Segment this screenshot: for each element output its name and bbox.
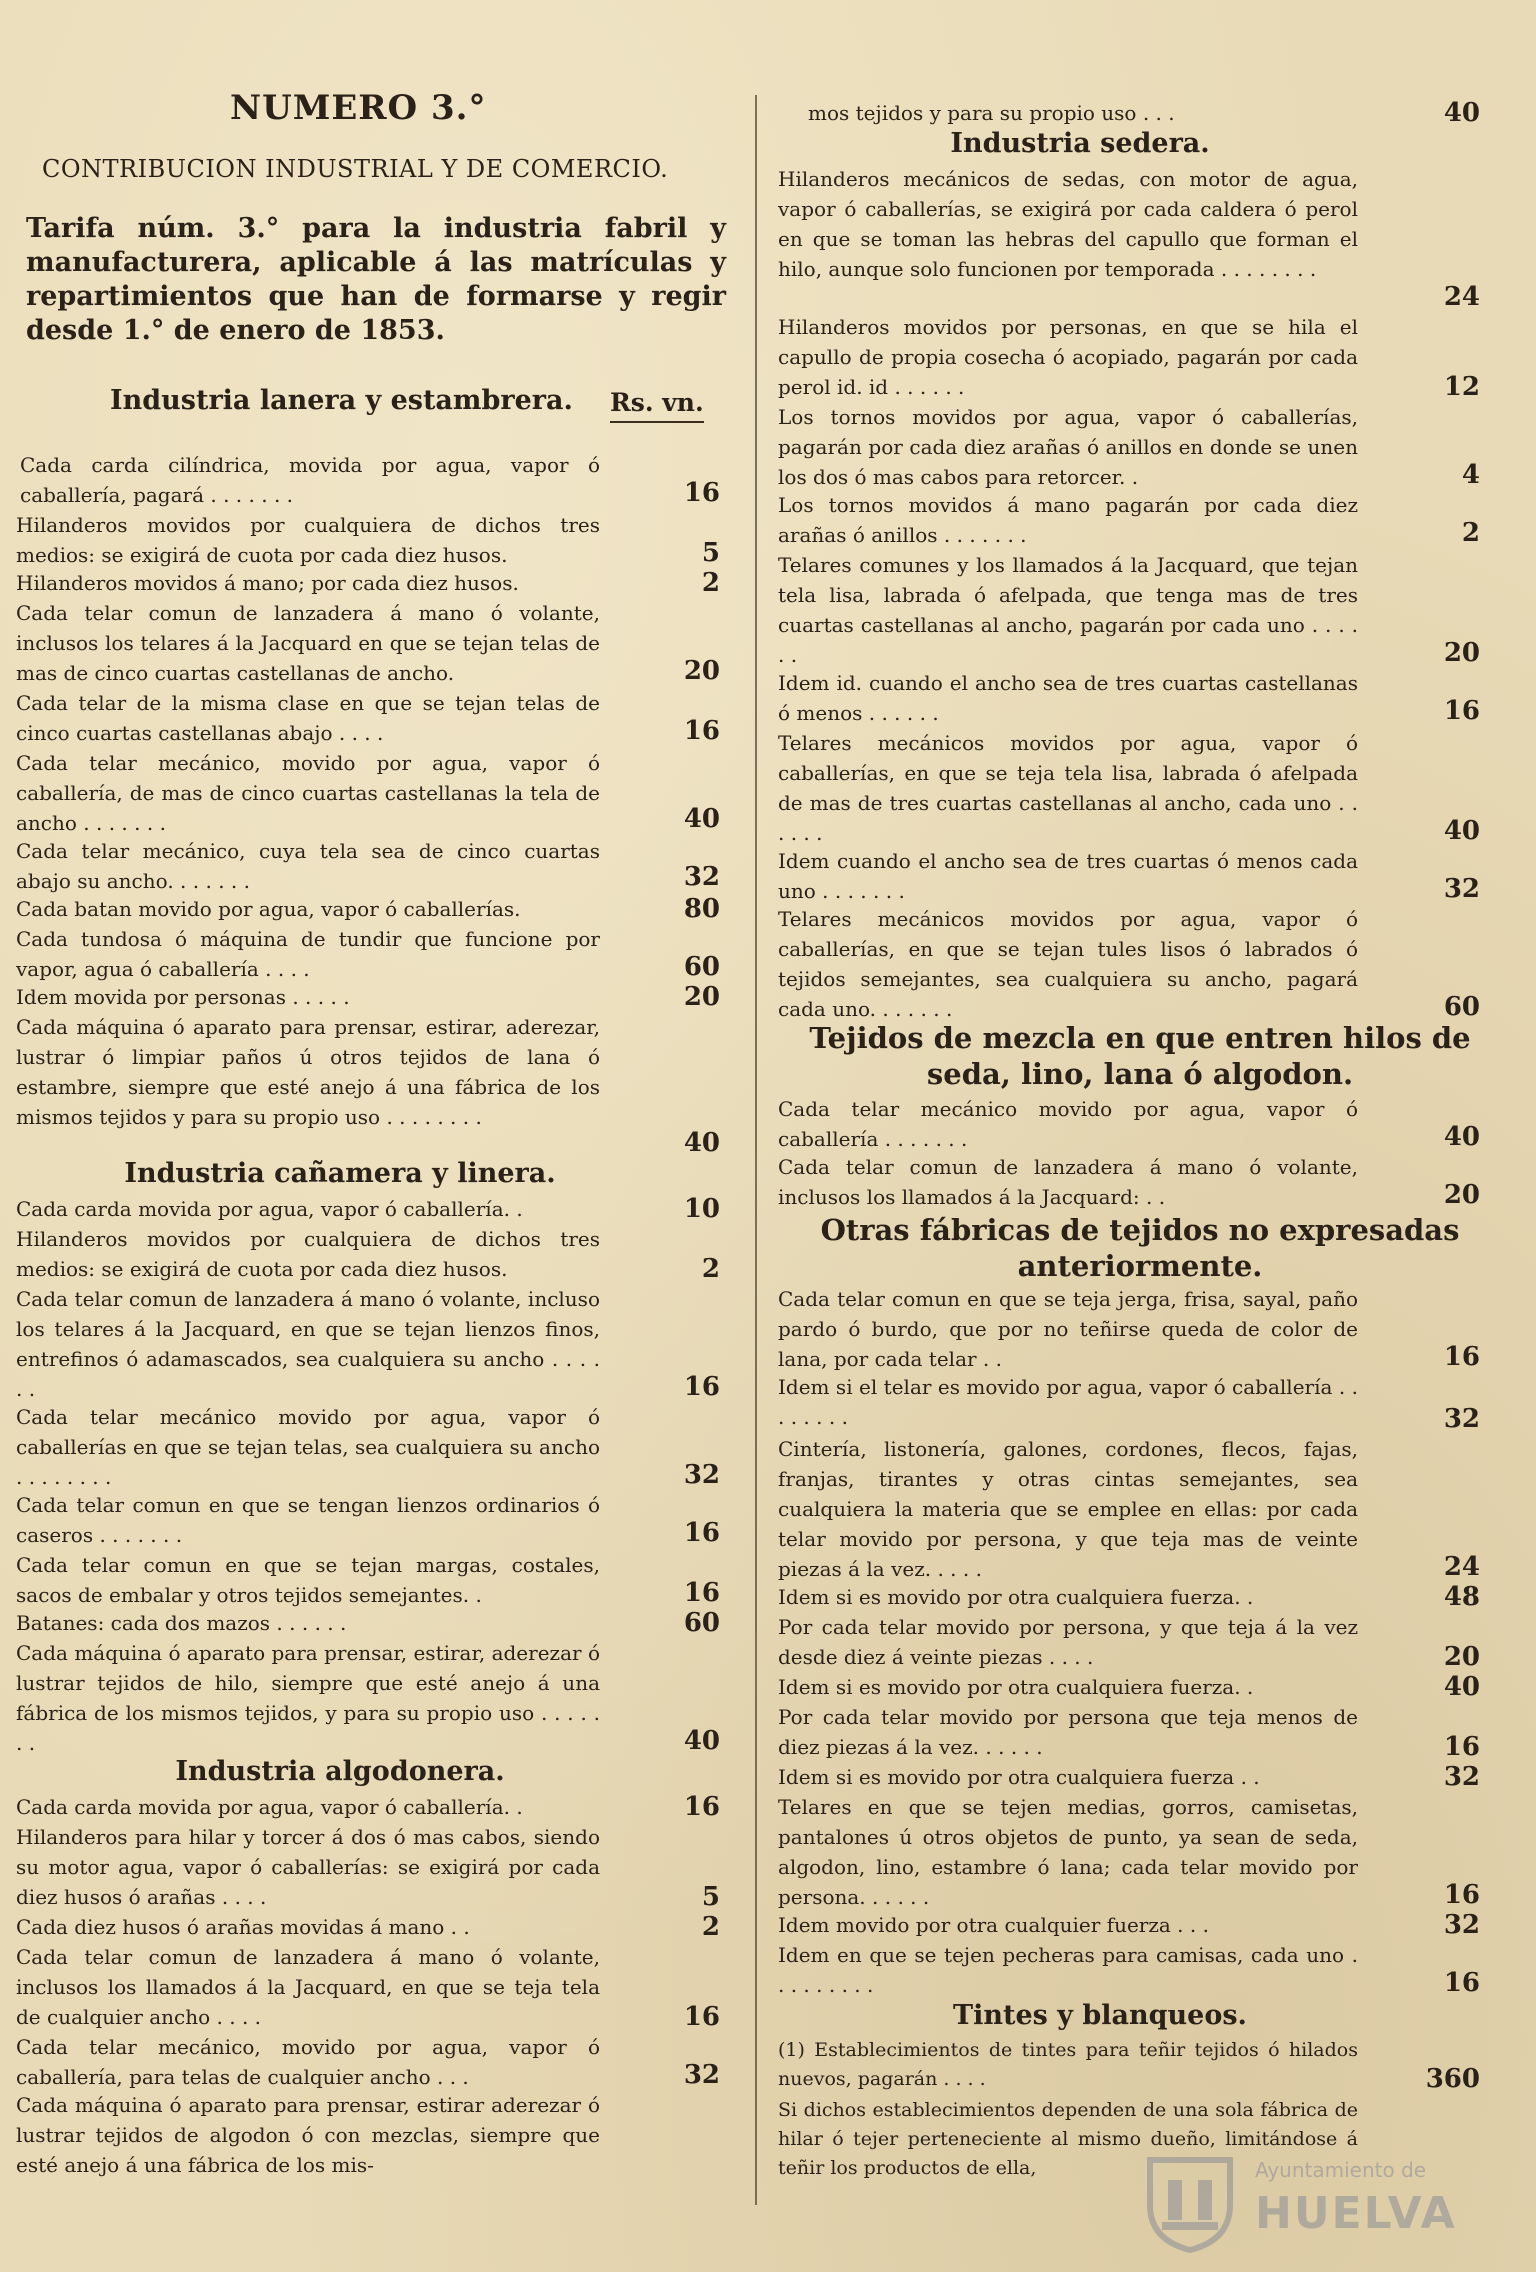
entry-amount: 10 [683,1194,720,1224]
entry-text: Telares comunes y los llamados á la Jacquard, que tejan tela lisa, labrada ó afelpada, que tenga mas de tres cuartas castellanas al ancho, pagarán por cada uno . . . . . . [778,553,1358,667]
entry-amount: 2 [701,568,720,598]
entry-text: Cada máquina ó aparato para prensar, estirar, aderezar, lustrar ó limpiar paños ú otros tejidos de lana ó estambre, siempre que esté anejo á una fábrica de los mismos tejidos y para su propio uso . . . . . . . . [16,1015,600,1129]
entry-text: Cada carda movida por agua, vapor ó caballería. . [16,1197,523,1221]
entry-text: Cada telar comun de lanzadera á mano ó volante, inclusos los telares á la Jacquard en que se tejan telas de mas de cinco cuartas castellanas de ancho. [16,601,600,685]
section-sedera-title: Industria sedera. [950,128,1210,159]
entry-amount: 32 [1443,1910,1480,1940]
section-tintes-title: Tintes y blanqueos. [953,2000,1247,2031]
entry-text: Cada telar mecánico movido por agua, vapor ó caballería . . . . . . . [778,1097,1358,1151]
entry-text: Idem si es movido por otra cualquiera fuerza. . [778,1585,1254,1609]
entry-amount: 40 [1443,1672,1480,1702]
entry-text: Por cada telar movido por persona, y que teja á la vez desde diez á veinte piezas . . . . [778,1615,1358,1669]
entry-amount: 360 [1425,2064,1480,2094]
entry-amount: 20 [683,982,720,1012]
entry-amount: 60 [683,1608,720,1638]
tarifa-title: Tarifa núm. 3.° para la industria fabril y manufacturera, aplicable á las matrículas y repartimientos que han de formarse y regir desde 1.° de enero de 1853. [26,213,726,346]
currency-header: Rs. vn. [610,388,704,423]
entry-text: Cada carda cilíndrica, movida por agua, vapor ó caballería, pagará . . . . . . . [20,453,600,507]
entry-amount: 60 [683,952,720,982]
entry-text: Idem si es movido por otra cualquiera fuerza . . [778,1765,1260,1789]
entry-amount: 5 [701,1882,720,1912]
entry-text: Cada telar mecánico, movido por agua, vapor ó caballería, para telas de cualquier ancho . . . [16,2035,600,2089]
entry-text: Cada telar de la misma clase en que se tejan telas de cinco cuartas castellanas abajo . . . . [16,691,600,745]
entry-amount: 48 [1443,1582,1480,1612]
entry-text: Telares en que se tejen medias, gorros, camisetas, pantalones ú otros objetos de punto, ya sean de seda, algodon, lino, estambre ó lana; cada telar movido por persona. . . . . . [778,1795,1358,1909]
entry-amount: 60 [1443,992,1480,1022]
entry-amount: 16 [1443,1342,1480,1372]
section-algodonera-title: Industria algodonera. [175,1756,505,1787]
entry-text: Cada diez husos ó arañas movidas á mano . . [16,1915,470,1939]
section-canamera-title: Industria cañamera y linera. [124,1158,556,1189]
entry-text: Los tornos movidos á mano pagarán por cada diez arañas ó anillos . . . . . . . [778,493,1358,547]
entry-text: mos tejidos y para su propio uso . . . [808,101,1175,125]
entry-amount: 32 [683,2060,720,2090]
entry-text: Idem id. cuando el ancho sea de tres cuartas castellanas ó menos . . . . . . [778,671,1358,725]
entry-text: Hilanderos movidos por personas, en que se hila el capullo de propia cosecha ó acopiado, pagarán por cada perol id. id . . . . . . [778,315,1358,399]
entry-text: Hilanderos movidos á mano; por cada diez husos. [16,571,519,595]
entry-amount: 40 [1443,98,1480,128]
entry-text: Idem en que se tejen pecheras para camisas, cada uno . . . . . . . . . [778,1943,1358,1997]
entry-text: Hilanderos mecánicos de sedas, con motor de agua, vapor ó caballerías, se exigirá por cada caldera ó perol en que se toman las hebras del capullo que forman el hilo, aunque solo funcionen por temporada . . . . . . . . [778,167,1358,281]
entry-amount: 2 [701,1254,720,1284]
entry-text: Idem si es movido por otra cualquiera fuerza. . [778,1675,1254,1699]
entry-amount: 16 [683,1518,720,1548]
entry-amount: 80 [683,894,720,924]
entry-amount: 2 [701,1912,720,1942]
entry-amount: 20 [1443,1180,1480,1210]
entry-text: Idem si el telar es movido por agua, vapor ó caballería . . . . . . . . [778,1375,1358,1429]
entry-text: Hilanderos movidos por cualquiera de dichos tres medios: se exigirá de cuota por cada diez husos. [16,513,600,567]
entry-amount: 24 [1443,1552,1480,1582]
entry-amount: 16 [683,1578,720,1608]
entry-amount: 40 [683,1726,720,1756]
entry-amount: 32 [1443,1404,1480,1434]
entry-amount: 40 [683,804,720,834]
footnote-text: (1) Establecimientos de tintes para teñir tejidos ó hilados nuevos, pagarán . . . . [778,2039,1358,2090]
entry-text: Cada máquina ó aparato para prensar, estirar aderezar ó lustrar tejidos de algodon ó con mezclas, siempre que esté anejo á una fábrica de los mis- [16,2093,600,2177]
entry-text: Cada carda movida por agua, vapor ó caballería. . [16,1795,523,1819]
entry-amount: 12 [1443,372,1480,402]
entry-text: Idem movida por personas . . . . . [16,985,350,1009]
entry-amount: 16 [1443,1732,1480,1762]
entry-text: Telares mecánicos movidos por agua, vapor ó caballerías, en que se tejan tules lisos ó labrados ó tejidos semejantes, sea cualquiera su ancho, pagará cada uno. . . . . . . [778,907,1358,1021]
entry-amount: 32 [1443,874,1480,904]
footnote-text: Si dichos establecimientos dependen de una sola fábrica de hilar ó tejer perteneciente al mismo dueño, limitándose á teñir los productos de ella, [778,2099,1358,2179]
entry-text: Cada telar mecánico movido por agua, vapor ó caballerías en que se tejan telas, sea cualquiera su ancho . . . . . . . . [16,1405,600,1489]
entry-text: Cintería, listonería, galones, cordones, flecos, fajas, franjas, tirantes y otras cintas semejantes, sea cualquiera la materia que se emplee en ellas: por cada telar movido por persona, y que teja mas de veinte piezas á la vez. . . . . [778,1437,1358,1581]
entry-amount: 32 [1443,1762,1480,1792]
entry-amount: 24 [1443,282,1480,312]
entry-amount: 16 [683,1372,720,1402]
section-otras-title: Otras fábricas de tejidos no expresadas anteriormente. [820,1213,1460,1283]
entry-text: Cada telar comun de lanzadera á mano ó volante, incluso los telares á la Jacquard, en que se tejan lienzos finos, entrefinos ó adamascados, sea cualquiera su ancho . . . . . . [16,1287,600,1401]
entry-text: Hilanderos movidos por cualquiera de dichos tres medios: se exigirá de cuota por cada diez husos. [16,1227,600,1281]
entry-text: Cada telar mecánico, cuya tela sea de cinco cuartas abajo su ancho. . . . . . . [16,839,600,893]
entry-text: Por cada telar movido por persona que teja menos de diez piezas á la vez. . . . . . [778,1705,1358,1759]
entry-amount: 20 [1443,638,1480,668]
entry-amount: 16 [683,2002,720,2032]
entry-amount: 2 [1461,518,1480,548]
entry-text: Cada tundosa ó máquina de tundir que funcione por vapor, agua ó caballería . . . . [16,927,600,981]
entry-text: Cada telar comun de lanzadera á mano ó volante, inclusos los llamados á la Jacquard: . . [778,1155,1358,1209]
entry-text: Cada telar comun de lanzadera á mano ó volante, inclusos los llamados á la Jacquard, en que se teja tela de cualquier ancho . . . . [16,1945,600,2029]
entry-text: Cada telar mecánico, movido por agua, vapor ó caballería, de mas de cinco cuartas castellanas la tela de ancho . . . . . . . [16,751,600,835]
shield-icon [1140,2150,1240,2255]
entry-amount: 32 [683,862,720,892]
section-mezcla-title: Tejidos de mezcla en que entren hilos de seda, lino, lana ó algodon. [809,1021,1471,1091]
entry-text: Idem cuando el ancho sea de tres cuartas ó menos cada uno . . . . . . . [778,849,1358,903]
watermark-line1: Ayuntamiento de [1255,2158,1427,2182]
entry-text: Cada telar comun en que se teja jerga, frisa, sayal, paño pardo ó burdo, que por no teñirse queda de color de lana, por cada telar . . [778,1287,1358,1371]
entry-text: Idem movido por otra cualquier fuerza . . . [778,1913,1209,1937]
entry-amount: 40 [683,1128,720,1158]
entry-amount: 16 [683,716,720,746]
entry-amount: 40 [1443,1122,1480,1152]
entry-text: Cada telar comun en que se tejan margas, costales, sacos de embalar y otros tejidos semejantes. . [16,1553,600,1607]
entry-amount: 5 [701,538,720,568]
watermark [1140,2150,1520,2260]
entry-amount: 4 [1461,460,1480,490]
numero-heading: NUMERO 3.° [230,88,487,128]
entry-text: Cada batan movido por agua, vapor ó caballerías. [16,897,521,921]
entry-text: Cada máquina ó aparato para prensar, estirar, aderezar ó lustrar tejidos de hilo, siempre que esté anejo á una fábrica de los mismos tejidos, y para su propio uso . . . . . . . [16,1641,600,1755]
entry-amount: 40 [1443,816,1480,846]
contribucion-heading: CONTRIBUCION INDUSTRIAL Y DE COMERCIO. [42,155,669,183]
entry-text: Telares mecánicos movidos por agua, vapor ó caballerías, en que se teja tela lisa, labrada ó afelpada de mas de tres cuartas castellanas al ancho, cada uno . . . . . . [778,731,1358,845]
entry-amount: 16 [683,478,720,508]
entry-amount: 16 [1443,1968,1480,1998]
entry-amount: 16 [1443,1880,1480,1910]
entry-amount: 16 [1443,696,1480,726]
column-divider [755,95,757,2205]
entry-amount: 16 [683,1792,720,1822]
entry-amount: 20 [1443,1642,1480,1672]
entry-text: Los tornos movidos por agua, vapor ó caballerías, pagarán por cada diez arañas ó anillos en donde se unen los dos ó mas cabos para retorcer. . [778,405,1358,489]
entry-amount: 20 [683,656,720,686]
entry-text: Cada telar comun en que se tengan lienzos ordinarios ó caseros . . . . . . . [16,1493,600,1547]
section-lanera-title: Industria lanera y estambrera. [110,385,573,416]
entry-amount: 32 [683,1460,720,1490]
entry-text: Batanes: cada dos mazos . . . . . . [16,1611,347,1635]
watermark-line2: HUELVA [1255,2188,1457,2239]
entry-text: Hilanderos para hilar y torcer á dos ó mas cabos, siendo su motor agua, vapor ó caballerías: se exigirá por cada diez husos ó arañas . . . . [16,1825,600,1909]
